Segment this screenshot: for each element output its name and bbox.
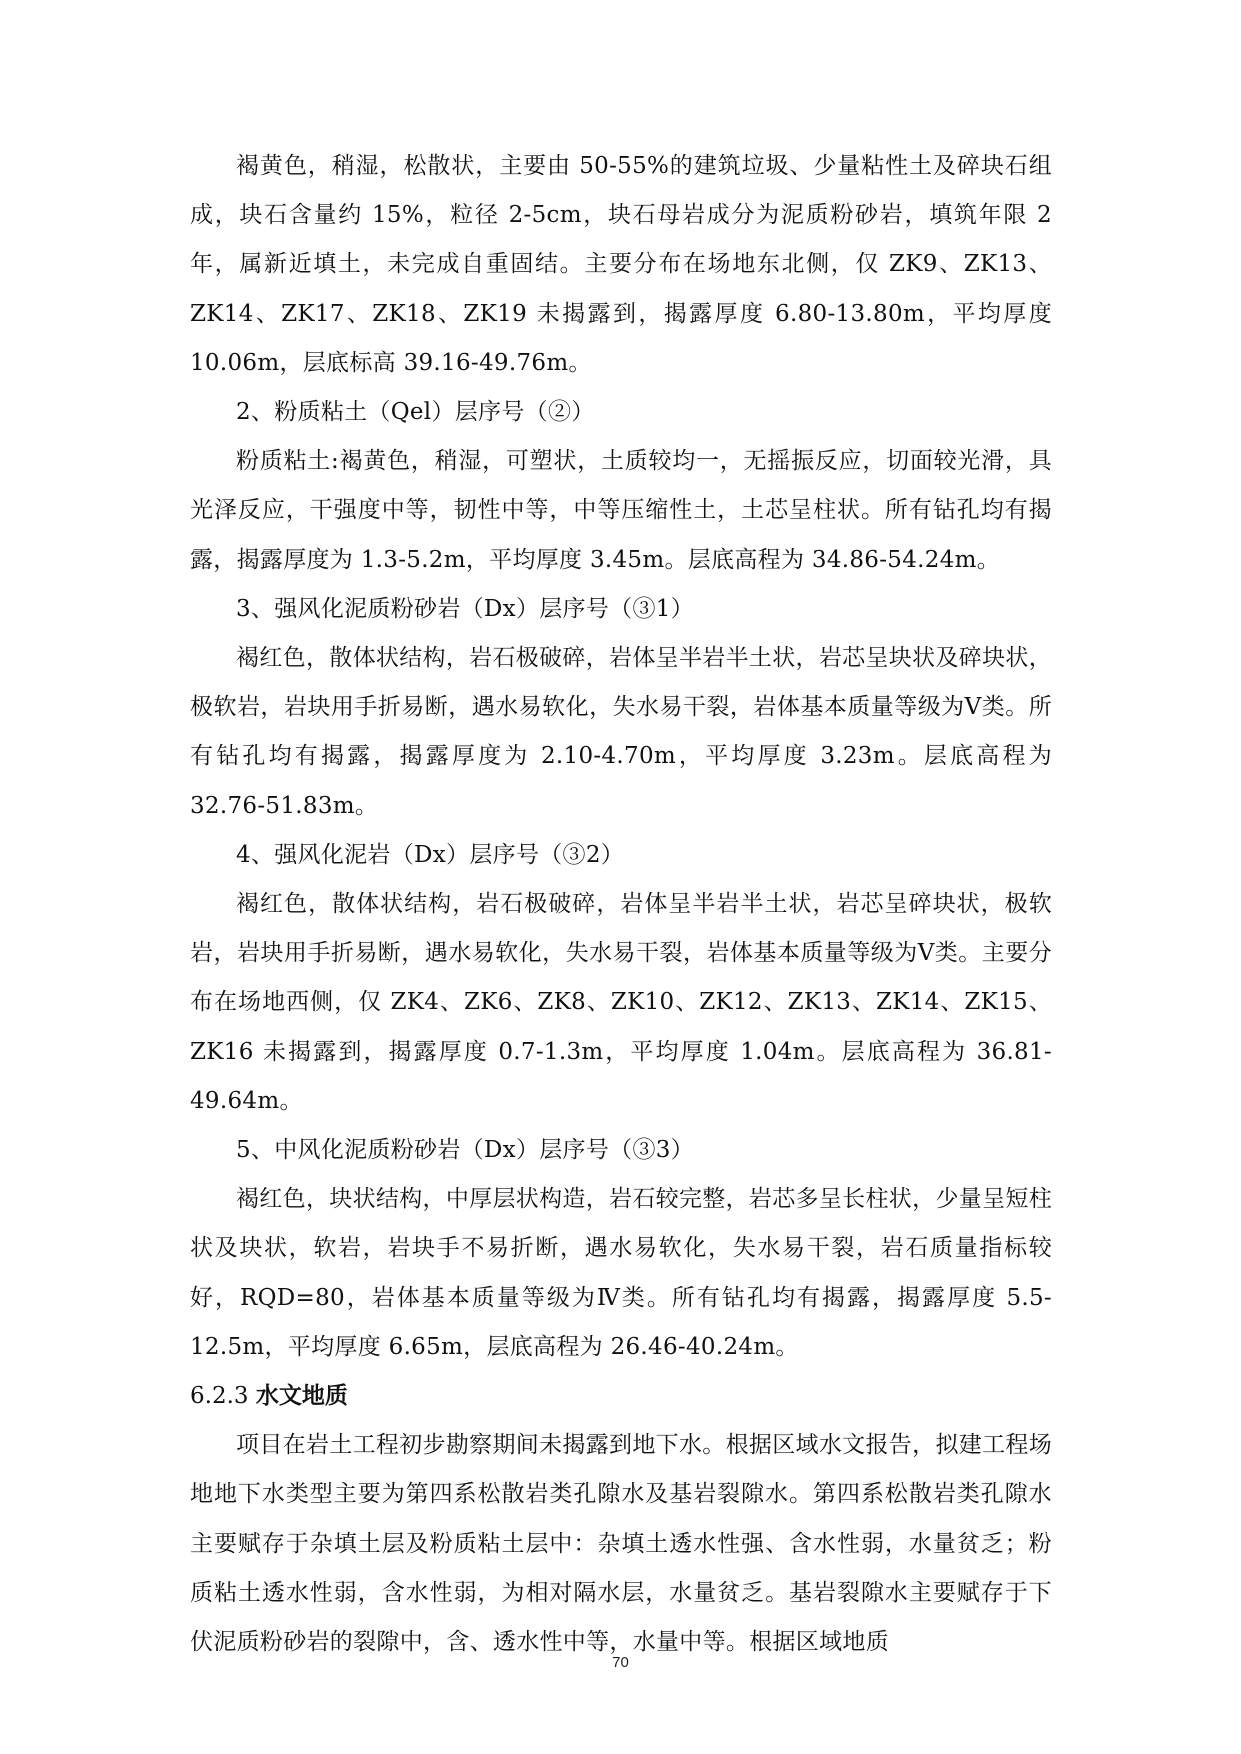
hydrogeology-description: 项目在岩土工程初步勘察期间未揭露到地下水。根据区域水文报告，拟建工程场地地下水类型主要为第四系松散岩类孔隙水及基岩裂隙水。第四系松散岩类孔隙水主要赋存于杂填土层及粉质粘土层中：杂填土透水性强、含水性弱，水量贫乏；粉质粘土透水性弱，含水性弱，为相对隔水层，水量贫乏。基岩裂隙水主要赋存于下伏泥质粉砂岩的裂隙中，含、透水性中等，水量中等。根据区域地质 bbox=[190, 1432, 1052, 1656]
document-body bbox=[190, 142, 1052, 1667]
layer-3-description: 褐红色，散体状结构，岩石极破碎，岩体呈半岩半土状，岩芯呈块状及碎块状，极软岩，岩块用手折易断，遇水易软化，失水易干裂，岩体基本质量等级为Ⅴ类。所有钻孔均有揭露，揭露厚度为 2.10-4.70m，平均厚度 3.23m。层底高程为 32.76-51.83m。 bbox=[190, 645, 1052, 819]
section-number: 6.2.3 bbox=[190, 1383, 249, 1410]
layer-2-description: 粉质粘土:褐黄色，稍湿，可塑状，土质较均一，无摇振反应，切面较光滑，具光泽反应，干强度中等，韧性中等，中等压缩性土，土芯呈柱状。所有钻孔均有揭露，揭露厚度为 1.3-5.2m，平均厚度 3.45m。层底高程为 34.86-54.24m。 bbox=[190, 448, 1052, 573]
layer-4-description: 褐红色，散体状结构，岩石极破碎，岩体呈半岩半土状，岩芯呈碎块状，极软岩，岩块用手折易断，遇水易软化，失水易干裂，岩体基本质量等级为Ⅴ类。主要分布在场地西侧，仅 ZK4、ZK6、ZK8、ZK10、ZK12、ZK13、ZK14、ZK15、ZK16 未揭露到，揭露厚度 0.7-1.3m，平均厚度 1.04m。层底高程为 36.81-49.64m。 bbox=[190, 891, 1052, 1114]
layer-3-heading: 3、强风化泥质粉砂岩（Dx）层序号（③1） bbox=[236, 595, 694, 622]
layer-5-heading: 5、中风化泥质粉砂岩（Dx）层序号（③3） bbox=[236, 1137, 694, 1164]
layer-2-heading: 2、粉质粘土（Qel）层序号（②） bbox=[236, 399, 595, 426]
page-number: 70 bbox=[612, 1654, 629, 1671]
layer-5-description: 褐红色，块状结构，中厚层状构造，岩石较完整，岩芯多呈长柱状，少量呈短柱状及块状，软岩，岩块手不易折断，遇水易软化，失水易干裂，岩石质量指标较好，RQD=80，岩体基本质量等级为Ⅳ类。所有钻孔均有揭露，揭露厚度 5.5-12.5m，平均厚度 6.65m，层底高程为 26.46-40.24m。 bbox=[190, 1186, 1052, 1360]
section-heading bbox=[190, 1372, 1052, 1421]
fill-layer-description: 褐黄色，稍湿，松散状，主要由 50-55%的建筑垃圾、少量粘性土及碎块石组成，块石含量约 15%，粒径 2-5cm，块石母岩成分为泥质粉砂岩，填筑年限 2 年，属新近填土，未完成自重固结。主要分布在场地东北侧，仅 ZK9、ZK13、ZK14、ZK17、ZK18、ZK19 未揭露到，揭露厚度 6.80-13.80m，平均厚度 10.06m，层底标高 39.16-49.76m。 bbox=[190, 153, 1052, 376]
layer-4-heading: 4、强风化泥岩（Dx）层序号（③2） bbox=[236, 841, 625, 868]
section-title: 水文地质 bbox=[255, 1383, 348, 1410]
